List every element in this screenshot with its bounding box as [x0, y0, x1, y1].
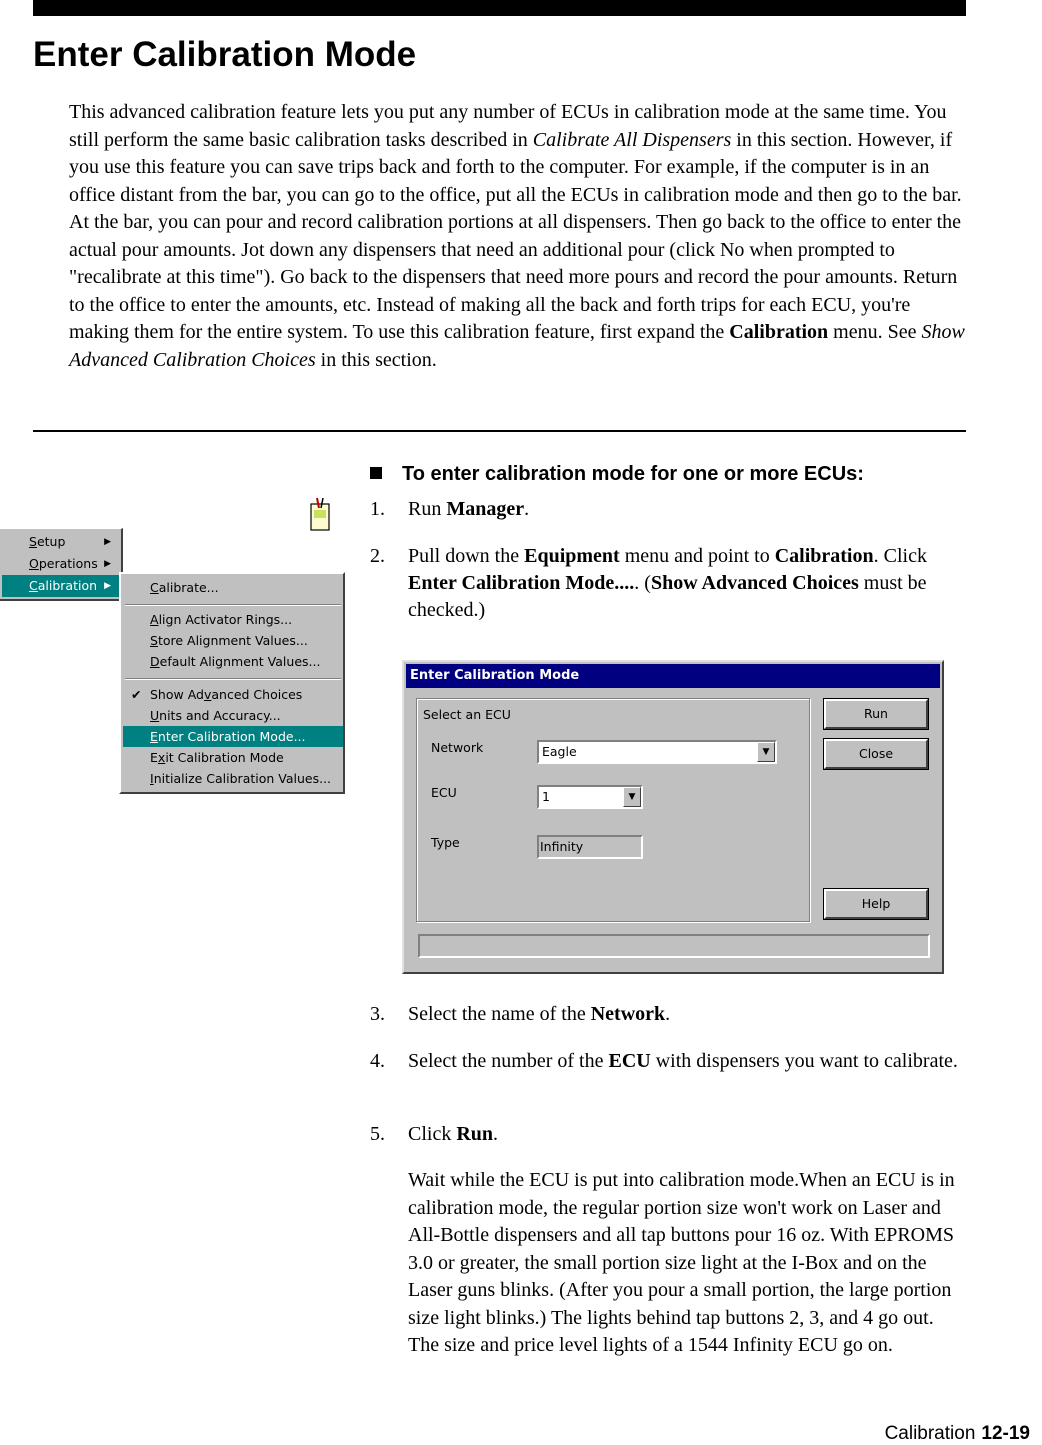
submenu-arrow-icon: ▶: [104, 537, 111, 547]
procedure-heading: To enter calibration mode for one or more ECUs:: [370, 461, 864, 487]
intro-paragraph: This advanced calibration feature lets you put any number of ECUs in calibration mode at the same time. You still perform the same basic calibration tasks described in Calibrate All Dispensers in this section. However, if you use this feature you can save trips back and forth to the computer. For example, if the computer is in an office distant from the bar, you can go to the office, put all the ECUs in calibration mode and then go to the bar. At the bar, you can pour and record calibration portions at all dispensers. Then go back to the office to enter the actual pour amounts. Jot down any dispensers that need an additional pour (click No when prompted to "recalibrate at this time"). Go back to the dispensers that need more pours and record the pour amounts. Return to the office to enter the amounts, etc. Instead of making all the back and forth trips for each ECU, you're making them for the entire system. To use this calibration feature, first expand the Calibration menu. See Show Advanced Calibration Choices in this section.: [69, 101, 965, 371]
ecu-select[interactable]: 1 ▼: [537, 785, 643, 809]
menu-item-calibration[interactable]: Calibration ▶: [2, 575, 119, 597]
group-label: Select an ECU: [423, 707, 511, 722]
menu-item-operations[interactable]: Operations ▶: [2, 553, 119, 575]
menu-item-enter-calibration-mode[interactable]: Enter Calibration Mode...: [123, 726, 343, 747]
menu-item-default-alignment-values[interactable]: Default Alignment Values...: [150, 654, 321, 669]
submenu-arrow-icon: ▶: [104, 581, 111, 591]
enter-calibration-mode-dialog: [402, 660, 944, 974]
submenu-arrow-icon: ▶: [104, 559, 111, 569]
dialog-title: Enter Calibration Mode: [406, 664, 940, 688]
ref-show-advanced: Show Advanced Calibration Choices: [69, 321, 965, 371]
page-title: Enter Calibration Mode: [33, 35, 417, 74]
menu-item-setup[interactable]: Setup ▶: [2, 531, 119, 553]
checkmark-icon: ✔: [131, 687, 142, 702]
run-button[interactable]: Run: [824, 699, 928, 729]
close-button[interactable]: Close: [824, 739, 928, 769]
page-number: 12-19: [981, 1423, 1030, 1444]
menu-item-initialize-calibration-values[interactable]: Initialize Calibration Values...: [150, 771, 332, 786]
status-bar: [418, 934, 930, 958]
menu-item-exit-calibration-mode[interactable]: Exit Calibration Mode: [150, 750, 284, 765]
calibration-submenu: [119, 572, 345, 794]
chevron-down-icon[interactable]: ▼: [757, 742, 775, 762]
header-bar: [33, 0, 966, 16]
network-select[interactable]: Eagle ▼: [537, 740, 777, 764]
ecu-label: ECU: [431, 785, 457, 800]
equipment-menu: [0, 528, 123, 601]
type-label: Type: [431, 835, 460, 850]
select-ecu-group: [416, 698, 810, 922]
type-field: Infinity: [537, 835, 643, 859]
document-icon: [309, 496, 331, 532]
menu-item-units-and-accuracy[interactable]: Units and Accuracy...: [150, 708, 281, 723]
square-bullet-icon: [370, 467, 382, 479]
chevron-down-icon[interactable]: ▼: [623, 787, 641, 807]
menu-item-store-alignment-values[interactable]: Store Alignment Values...: [150, 633, 308, 648]
step-5-note: Wait while the ECU is put into calibration mode.When an ECU is in calibration mode, the regular portion size won't work on Laser and All-Bottle dispensers and all tap buttons pour 16 oz. With EPROMS 3.0 or greater, the small portion size light at the I-Box and on the Laser guns blinks. (After you pour a small portion, the large portion size light blinks.) The lights behind tap buttons 2, 3, and 4 go out. The size and price level lights of a 1544 Infinity ECU go on.: [408, 1169, 955, 1356]
help-button[interactable]: Help: [824, 889, 928, 919]
menu-item-show-advanced-choices[interactable]: ✔ Show Advanced Choices: [123, 684, 343, 705]
ref-calibrate-all: Calibrate All Dispensers: [532, 128, 732, 151]
section-divider: [33, 430, 966, 432]
menu-item-align-activator-rings[interactable]: Align Activator Rings...: [150, 612, 293, 627]
menu-separator: [125, 604, 341, 606]
footer-section: Calibration: [884, 1423, 976, 1444]
menu-item-calibrate[interactable]: Calibrate...: [150, 580, 219, 595]
menu-separator: [125, 678, 341, 680]
network-label: Network: [431, 740, 484, 755]
